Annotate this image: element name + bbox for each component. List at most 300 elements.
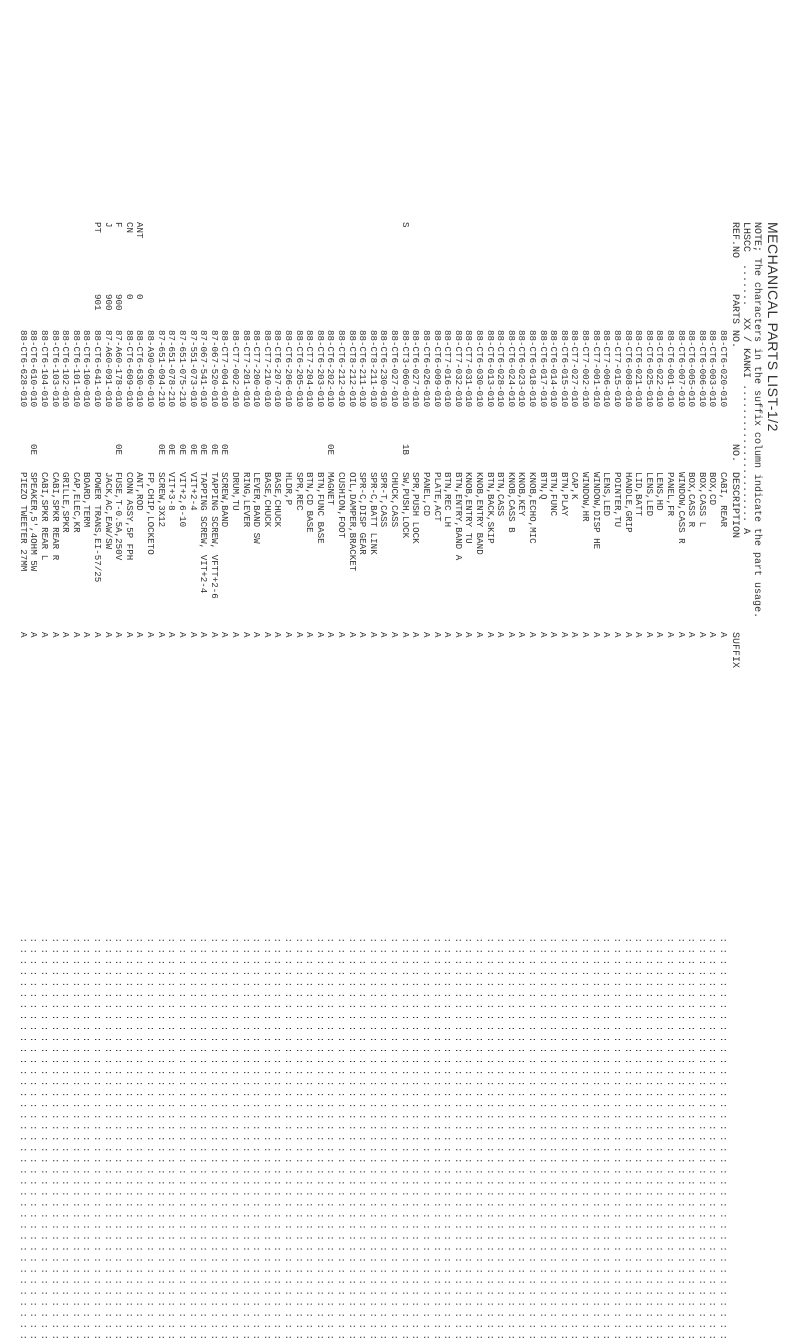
part-number-cell: 88-CT6-003-010	[707, 330, 719, 408]
usage-dot-leader: : : : : : : : : : : : : : : : : : : : : : : : : : : : : : : : : : : : : :	[187, 932, 199, 1340]
usage-dot-leader: : : : : : : : : : : : : : : : : : : : : : : : : : : : : : : : : : : : : :	[145, 932, 157, 1340]
usage-dot-leader: : : : : : : : : : : : : : : : : : : : : : : : : : : : : : : : : : : : : :	[664, 932, 676, 1340]
lhscc-model: KANKI	[740, 348, 751, 379]
table-row	[81, 222, 92, 1340]
part-suffix-cell	[420, 444, 431, 472]
part-number-cell: 88-CT6-024-010	[505, 330, 517, 408]
part-number-cell: 88-CT6-102-010	[60, 330, 72, 408]
part-suffix-cell	[272, 444, 283, 472]
ref-cell	[452, 222, 463, 294]
part-number-cell: 88-CT6-027-010	[389, 330, 401, 408]
ref-cell: ANT	[134, 222, 146, 239]
ref-cell: PT	[92, 222, 104, 234]
description-cell: TAPPING SCREW, VFTT+2-6	[208, 472, 220, 599]
table-row	[569, 222, 580, 1340]
ref-number-cell	[155, 294, 166, 330]
ref-number-cell	[696, 294, 707, 330]
table-row	[28, 222, 39, 1340]
table-row	[325, 222, 336, 1340]
ref-cell	[410, 222, 421, 294]
part-suffix-cell	[70, 444, 81, 472]
description-cell: BOX,CD	[707, 472, 719, 506]
usage-dot-leader: : : : : : : : : : : : : : : : : : : : : : : : : : : : : : : : : : : : : :	[60, 932, 72, 1340]
usage-cell: A	[314, 632, 326, 638]
description-cell: BTN,CASS	[495, 472, 507, 517]
usage-dot-leader: : : : : : : : : : : : : : : : : : : : : : : : : : : : : : : : : : : : : :	[81, 932, 93, 1340]
part-suffix-cell	[633, 444, 644, 472]
ref-cell	[579, 222, 590, 294]
lhscc-code: XX	[740, 318, 751, 331]
ref-number-cell	[28, 294, 39, 330]
description-cell: BTN,ENTRY,BAND A	[452, 472, 464, 561]
description-cell: CABI,SPKR REAR R	[49, 472, 61, 561]
part-suffix-cell	[91, 444, 102, 472]
part-suffix-cell	[526, 444, 537, 472]
part-number-cell: 88-CT6-009-010	[431, 330, 443, 408]
description-cell: BTN,Q	[537, 472, 549, 500]
usage-dot-leader: : : : : : : : : : : : : : : : : : : : : : : : : : : : : : : : : : : : : :	[399, 932, 411, 1340]
part-number-cell: 88-CT6-025-010	[643, 330, 655, 408]
ref-cell	[484, 222, 495, 294]
part-number-cell: 88-A90-060-010	[145, 330, 157, 408]
part-suffix-cell	[389, 444, 400, 472]
part-number-cell: 88-CT6-008-010	[622, 330, 634, 408]
ref-number-cell	[399, 294, 410, 330]
ref-cell	[49, 222, 60, 294]
part-number-cell: 88-CT7-002-010	[229, 330, 241, 408]
description-cell: WINDOW,HR	[580, 472, 592, 522]
usage-dot-leader: : : : : : : : : : : : : : : : : : : : : : : : : : : : : : : : : : : : : :	[70, 932, 82, 1340]
usage-cell: A	[304, 632, 316, 638]
part-suffix-cell	[558, 444, 569, 472]
usage-dot-leader: : : : : : : : : : : : : : : : : : : : : : : : : : : : : : : : : : : : : :	[473, 932, 485, 1340]
part-number-cell: 88-CT7-210-010	[261, 330, 273, 408]
table-row	[495, 222, 506, 1340]
usage-cell: A	[569, 632, 581, 638]
usage-cell: A	[261, 632, 273, 638]
usage-dot-leader: : : : : : : : : : : : : : : : : : : : : : : : : : : : : : : : : : : : : :	[176, 932, 188, 1340]
description-cell: HLDR,P	[283, 472, 295, 506]
usage-dot-leader: : : : : : : : : : : : : : : : : : : : : : : : : : : : : : : : : : : : : :	[495, 932, 507, 1340]
usage-cell: A	[622, 632, 634, 638]
ref-cell	[686, 222, 697, 294]
usage-cell: A	[49, 632, 61, 638]
ref-number-cell: 0	[134, 294, 146, 300]
part-number-cell: 88-CT6-630-010	[134, 330, 146, 408]
usage-cell: A	[102, 632, 114, 638]
part-suffix-cell	[123, 444, 134, 472]
ref-number-cell	[38, 294, 49, 330]
usage-dot-leader: : : : : : : : : : : : : : : : : : : : : : : : : : : : : : : : : : : : : :	[251, 932, 263, 1340]
ref-cell	[346, 222, 357, 294]
part-number-cell: 88-CT7-031-010	[463, 330, 475, 408]
ref-cell	[240, 222, 251, 294]
table-row	[155, 222, 166, 1340]
col-suffix: SUFFIX	[729, 632, 740, 669]
description-cell: RING,LEVER	[240, 472, 252, 528]
usage-dot-leader: : : : : : : : : : : : : : : : : : : : : : : : : : : : : : : : : : : : : :	[484, 932, 496, 1340]
usage-dot-leader: : : : : : : : : : : : : : : : : : : : : : : : : : : : : : : : : : : : : :	[548, 932, 560, 1340]
usage-cell: A	[664, 632, 676, 638]
part-number-cell: 88-CT7-200-010	[251, 330, 263, 408]
part-number-cell: 88-CT6-018-010	[527, 330, 539, 408]
part-number-cell: 88-CT8-211-010	[367, 330, 379, 408]
usage-dot-leader: : : : : : : : : : : : : : : : : : : : : : : : : : : : : : : : : : : : : :	[452, 932, 464, 1340]
column-headers	[729, 222, 740, 668]
usage-cell: A	[558, 632, 570, 638]
ref-cell	[272, 222, 283, 294]
description-cell: SCREW,BAND	[219, 472, 231, 528]
description-cell: OIL,DAMPER,BRACKET	[346, 472, 358, 572]
description-cell: WINDOW,CASS R	[675, 472, 687, 544]
part-number-cell: 88-CT6-104-010	[39, 330, 50, 408]
usage-cell: A	[516, 632, 528, 638]
usage-cell: A	[633, 632, 645, 638]
description-cell: FUSE,T-0.5A,250V	[113, 472, 125, 561]
ref-number-cell	[357, 294, 368, 330]
ref-cell	[505, 222, 516, 294]
ref-cell	[442, 222, 453, 294]
part-number-cell: 88-CT6-100-010	[81, 330, 93, 408]
part-suffix-cell: 0E	[166, 444, 178, 456]
ref-number-cell	[601, 294, 612, 330]
ref-number-cell	[654, 294, 665, 330]
ref-cell	[176, 222, 187, 294]
ref-cell	[675, 222, 686, 294]
usage-dot-leader: : : : : : : : : : : : : : : : : : : : : : : : : : : : : : : : : : : : : :	[442, 932, 454, 1340]
ref-cell	[314, 222, 325, 294]
part-suffix-cell	[49, 444, 60, 472]
description-cell: SW,PUSH,LOCK	[399, 472, 411, 539]
usage-dot-leader: : : : : : : : : : : : : : : : : : : : : : : : : : : : : : : : : : : : : :	[113, 932, 125, 1340]
description-cell: WINDOW,DISP HE	[590, 472, 602, 550]
usage-cell: A	[81, 632, 93, 638]
description-cell: PIEZO TWEETER 27MM	[17, 472, 29, 572]
ref-cell	[378, 222, 389, 294]
description-cell: PANEL,FR	[664, 472, 676, 517]
usage-dot-leader: : : : : : : : : : : : : : : : : : : : : : : : : : : : : : : : : : : : : :	[357, 932, 369, 1340]
table-row	[643, 222, 654, 1340]
table-row	[60, 222, 71, 1340]
ref-number-cell	[686, 294, 697, 330]
part-suffix-cell: 0E	[325, 444, 337, 456]
table-row	[696, 222, 707, 1340]
description-cell: KNOB,ENTRY BAND	[473, 472, 485, 555]
description-cell: KNOB,ECHO,MIC	[527, 472, 539, 544]
part-suffix-cell	[346, 444, 357, 472]
part-suffix-cell	[38, 444, 49, 472]
usage-cell: A	[283, 632, 295, 638]
part-number-cell: 87-067-541-010	[198, 330, 210, 408]
usage-dot-leader: : : : : : : : : : : : : : : : : : : : : : : : : : : : : : : : : : : : : :	[420, 932, 432, 1340]
ref-cell	[261, 222, 272, 294]
col-no: NO.	[729, 444, 740, 463]
description-cell: CONN ASSY,5P FPH	[123, 472, 135, 561]
usage-dot-leader: : : : : : : : : : : : : : : : : : : : : : : : : : : : : : : : : : : : : :	[707, 932, 719, 1340]
part-number-cell: 87-067-520-010	[208, 330, 220, 408]
usage-cell: A	[357, 632, 369, 638]
part-suffix-cell	[240, 444, 251, 472]
description-cell: SPR-C,DISP GEAR	[357, 472, 369, 555]
ref-cell	[293, 222, 304, 294]
ref-cell	[431, 222, 442, 294]
ref-cell	[622, 222, 633, 294]
usage-cell: A	[431, 632, 443, 638]
ref-number-cell	[219, 294, 230, 330]
table-row	[442, 222, 453, 1340]
part-suffix-cell	[473, 444, 484, 472]
ref-number-cell	[208, 294, 219, 330]
table-row	[198, 222, 209, 1340]
part-number-cell: 88-CT7-001-010	[590, 330, 602, 408]
part-number-cell: 88-CT6-101-010	[70, 330, 82, 408]
usage-dot-leader: : : : : : : : : : : : : : : : : : : : : : : : : : : : : : : : : : : : : :	[166, 932, 178, 1340]
part-number-cell: 88-CT7-016-010	[442, 330, 454, 408]
table-row	[251, 222, 262, 1340]
usage-dot-leader: : : : : : : : : : : : : : : : : : : : : : : : : : : : : : : : : : : : : :	[49, 932, 61, 1340]
part-suffix-cell	[579, 444, 590, 472]
ref-cell: F	[113, 222, 125, 228]
usage-cell: A	[654, 632, 666, 638]
usage-cell: A	[229, 632, 241, 638]
ref-number-cell	[675, 294, 686, 330]
description-cell: SPEAKER,5',4OHM 5W	[28, 472, 40, 572]
usage-cell: A	[505, 632, 517, 638]
table-row	[176, 222, 187, 1340]
part-suffix-cell	[81, 444, 92, 472]
ref-cell	[81, 222, 92, 294]
page-title: MECHANICAL PARTS LIST-1/2	[765, 222, 781, 432]
part-number-cell: 88-CT3-060-010	[399, 330, 411, 408]
description-cell: KNOB,ENTRY TU	[463, 472, 475, 544]
table-row	[346, 222, 357, 1340]
ref-cell	[198, 222, 209, 294]
ref-cell	[357, 222, 368, 294]
usage-cell: A	[92, 632, 104, 638]
table-row	[367, 222, 378, 1340]
description-cell: LENS,HD	[654, 472, 666, 511]
table-row	[113, 222, 124, 1340]
part-suffix-cell	[442, 444, 453, 472]
part-number-cell: 88-CT6-026-010	[420, 330, 432, 408]
part-suffix-cell	[654, 444, 665, 472]
usage-cell: A	[473, 632, 485, 638]
ref-number-cell	[144, 294, 155, 330]
usage-dot-leader: : : : : : : : : : : : : : : : : : : : : : : : : : : : : : : : : : : : : :	[643, 932, 655, 1340]
parts-table	[17, 222, 728, 1340]
description-cell: BASE,CHUCK	[261, 472, 273, 528]
part-number-cell: 87-A60-091-010	[102, 330, 114, 408]
part-number-cell: 88-CT6-103-010	[49, 330, 61, 408]
ref-number-cell	[60, 294, 71, 330]
ref-number-cell	[611, 294, 622, 330]
ref-number-cell	[484, 294, 495, 330]
description-cell: CABI,SPKR REAR L	[39, 472, 50, 561]
table-row	[431, 222, 442, 1340]
ref-number-cell	[569, 294, 580, 330]
description-cell: BTN,REC LH	[442, 472, 454, 528]
description-cell: PANEL,CD	[420, 472, 432, 517]
part-number-cell: 88-CT7-004-010	[219, 330, 231, 408]
part-number-cell: 88-CT6-212-010	[336, 330, 348, 408]
ref-cell: J	[102, 222, 114, 228]
ref-cell	[420, 222, 431, 294]
ref-number-cell	[49, 294, 60, 330]
description-cell: SPR,PUSH LOCK	[410, 472, 422, 544]
col-parts: PARTS NO.	[729, 294, 740, 349]
usage-dot-leader: : : : : : : : : : : : : : : : : : : : : : : : : : : : : : : : : : : : : :	[28, 932, 40, 1340]
ref-number-cell	[473, 294, 484, 330]
table-row	[420, 222, 431, 1340]
table-row	[17, 222, 28, 1340]
part-suffix-cell	[431, 444, 442, 472]
usage-cell: A	[176, 632, 188, 638]
ref-cell	[367, 222, 378, 294]
ref-cell	[38, 222, 49, 294]
usage-dot-leader: : : : : : : : : : : : : : : : : : : : : : : : : : : : : : : : : : : : : :	[601, 932, 613, 1340]
ref-cell	[601, 222, 612, 294]
part-suffix-cell	[367, 444, 378, 472]
ref-cell	[155, 222, 166, 294]
ref-number-cell	[304, 294, 315, 330]
table-row	[675, 222, 686, 1340]
usage-dot-leader: : : : : : : : : : : : : : : : : : : : : : : : : : : : : : : : : : : : : :	[367, 932, 379, 1340]
part-number-cell: 88-CT6-211-010	[357, 330, 369, 408]
table-row	[548, 222, 559, 1340]
ref-number-cell	[707, 294, 718, 330]
ref-cell	[463, 222, 474, 294]
description-cell: SPR-T,CASS	[378, 472, 390, 528]
part-number-cell: 88-CT6-030-010	[473, 330, 485, 408]
description-cell: TAPPING SCREW, VIT+2-4	[198, 472, 210, 594]
table-row	[123, 222, 134, 1340]
part-suffix-cell	[548, 444, 559, 472]
usage-cell: A	[251, 632, 263, 638]
part-number-cell: 87-551-073-010	[187, 330, 199, 408]
usage-dot-leader: : : : : : : : : : : : : : : : : : : : : : : : : : : : : : : : : : : : : :	[516, 932, 528, 1340]
part-suffix-cell	[696, 444, 707, 472]
description-cell: LENS,LED	[643, 472, 655, 517]
part-suffix-cell: 0E	[113, 444, 125, 456]
table-row	[579, 222, 590, 1340]
ref-number-cell	[463, 294, 474, 330]
part-suffix-cell	[463, 444, 474, 472]
table-row	[473, 222, 484, 1340]
part-suffix-cell	[590, 444, 601, 472]
ref-cell	[696, 222, 707, 294]
ref-number-cell	[251, 294, 262, 330]
ref-number-cell	[590, 294, 601, 330]
table-row	[38, 222, 49, 1340]
usage-dot-leader: : : : : : : : : : : : : : : : : : : : : : : : : : : : : : : : : : : : : :	[346, 932, 358, 1340]
part-number-cell: 88-CT6-207-010	[272, 330, 284, 408]
part-suffix-cell	[686, 444, 697, 472]
part-number-cell: 88-CT6-007-010	[675, 330, 687, 408]
usage-cell: A	[336, 632, 348, 638]
ref-cell	[569, 222, 580, 294]
usage-dot-leader: : : : : : : : : : : : : : : : : : : : : : : : : : : : : : : : : : : : : :	[505, 932, 517, 1340]
table-row	[601, 222, 612, 1340]
part-number-cell: 88-CT6-021-010	[633, 330, 645, 408]
description-cell: SPR,REC	[293, 472, 305, 511]
usage-cell: A	[219, 632, 231, 638]
description-cell: CAP,ELEC,KR	[70, 472, 82, 533]
part-number-cell: 88-CT6-203-010	[314, 330, 326, 408]
part-suffix-cell	[484, 444, 495, 472]
usage-cell: A	[325, 632, 337, 638]
ref-cell	[70, 222, 81, 294]
usage-cell: A	[155, 632, 167, 638]
usage-dot-leader: : : : : : : : : : : : : : : : : : : : : : : : : : : : : : : : : : : : : :	[590, 932, 602, 1340]
table-row	[272, 222, 283, 1340]
usage-dot-leader: : : : : : : : : : : : : : : : : : : : : : : : : : : : : : : : : : : : : :	[261, 932, 273, 1340]
ref-number-cell	[81, 294, 92, 330]
usage-dot-leader: : : : : : : : : : : : : : : : : : : : : : : : : : : : : : : : : : : : : :	[39, 932, 50, 1340]
table-row	[452, 222, 463, 1340]
description-cell: CABI, REAR	[718, 472, 729, 528]
usage-cell: A	[410, 632, 422, 638]
part-suffix-cell	[134, 444, 145, 472]
table-row	[505, 222, 516, 1340]
part-number-cell: 88-CT6-641-010	[92, 330, 104, 408]
ref-cell	[187, 222, 198, 294]
usage-dot-leader: : : : : : : : : : : : : : : : : : : : : : : : : : : : : : : : : : : : : :	[389, 932, 401, 1340]
ref-cell	[219, 222, 230, 294]
part-number-cell: 88-CT6-017-010	[537, 330, 549, 408]
part-suffix-cell	[282, 444, 293, 472]
description-cell: MAGNET	[325, 472, 337, 506]
ref-cell: S	[399, 222, 411, 228]
table-row	[463, 222, 474, 1340]
ref-cell: CN	[123, 222, 135, 234]
ref-number-cell	[452, 294, 463, 330]
ref-cell	[558, 222, 569, 294]
description-cell: ANT,ROD	[134, 472, 146, 511]
usage-dot-leader: : : : : : : : : : : : : : : : : : : : : : : : : : : : : : : : : : : : : :	[675, 932, 687, 1340]
usage-cell: A	[28, 632, 40, 638]
ref-number-cell	[282, 294, 293, 330]
ref-number-cell	[537, 294, 548, 330]
ref-number-cell	[526, 294, 537, 330]
table-row	[70, 222, 81, 1340]
usage-note: NOTE; The characters in the suffix column indicate the part usage.	[751, 222, 762, 619]
usage-dot-leader: : : : : : : : : : : : : : : : : : : : : : : : : : : : : : : : : : : : : :	[463, 932, 475, 1340]
usage-cell: A	[17, 632, 29, 638]
part-number-cell: 88-CT7-201-010	[240, 330, 252, 408]
part-number-cell: 88-CT6-610-010	[28, 330, 40, 408]
table-row	[611, 222, 622, 1340]
usage-dot-leader: : : : : : : : : : : : : : : : : : : : : : : : : : : : : : : : : : : : : :	[102, 932, 114, 1340]
description-cell: POINTER,TU	[611, 472, 623, 528]
table-row	[516, 222, 527, 1340]
ref-cell	[17, 222, 28, 294]
table-row	[49, 222, 60, 1340]
part-number-cell: 88-CT6-022-010	[654, 330, 666, 408]
part-suffix-cell	[622, 444, 633, 472]
usage-cell: A	[389, 632, 401, 638]
usage-dot-leader: : : : : : : : : : : : : : : : : : : : : : : : : : : : : : : : : : : : : :	[155, 932, 167, 1340]
table-row	[389, 222, 400, 1340]
part-suffix-cell: 0E	[208, 444, 220, 456]
description-cell: BOX,CASS R	[686, 472, 698, 528]
table-row	[410, 222, 421, 1340]
ref-number-cell	[431, 294, 442, 330]
part-suffix-cell	[664, 444, 675, 472]
description-cell: GRILLE,SPKR	[60, 472, 72, 533]
ref-number-cell	[505, 294, 516, 330]
ref-number-cell	[622, 294, 633, 330]
usage-cell: A	[346, 632, 358, 638]
